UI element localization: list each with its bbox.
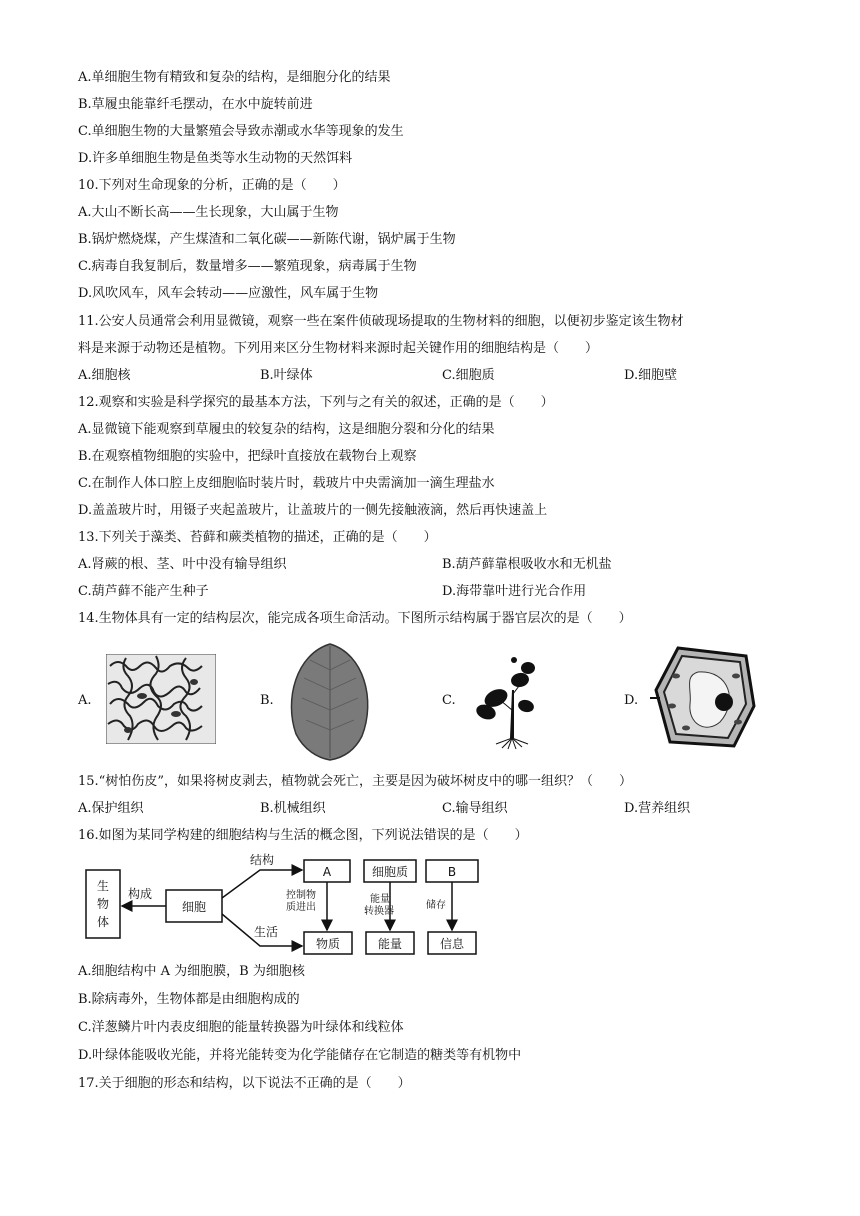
q10-stem: 10.下列对生命现象的分析，正确的是（ ） bbox=[78, 178, 346, 193]
q12-option-b: B.在观察植物细胞的实验中，把绿叶直接放在载物台上观察 bbox=[78, 449, 417, 464]
box-a-label: A bbox=[322, 865, 332, 879]
plant-seedling-image bbox=[466, 650, 550, 750]
q15-option-d: D.营养组织 bbox=[624, 801, 691, 816]
q12-option-c: C.在制作人体口腔上皮细胞临时装片时，载玻片中央需滴加一滴生理盐水 bbox=[78, 476, 495, 491]
q17-stem: 17.关于细胞的形态和结构，以下说法不正确的是（ ） bbox=[78, 1076, 411, 1091]
control-label-2: 质进出 bbox=[286, 902, 316, 913]
q13-stem: 13.下列关于藻类、苔藓和蕨类植物的描述，正确的是（ ） bbox=[78, 530, 437, 545]
q16-option-a: A.细胞结构中 A 为细胞膜，B 为细胞核 bbox=[78, 964, 305, 979]
epidermis-tissue-image bbox=[106, 654, 216, 744]
q11-stem-line1: 11.公安人员通常会利用显微镜，观察一些在案件侦破现场提取的生物材料的细胞，以便初步鉴定该生物材 bbox=[78, 314, 684, 329]
q14-option-b-label: B. bbox=[260, 693, 274, 708]
q11-option-a: A.细胞核 bbox=[78, 368, 131, 383]
cell-label: 细胞 bbox=[181, 900, 207, 914]
q13-option-b: B.葫芦藓靠根吸收水和无机盐 bbox=[442, 557, 612, 572]
q12-option-a: A.显微镜下能观察到草履虫的较复杂的结构，这是细胞分裂和分化的结果 bbox=[78, 422, 495, 437]
store-label: 储存 bbox=[426, 900, 446, 911]
energy-label: 能量 bbox=[377, 937, 403, 951]
organism-char-2: 物 bbox=[96, 897, 110, 911]
q14-option-d-label: D. bbox=[624, 693, 639, 708]
plant-cell-image bbox=[650, 642, 760, 752]
q13-option-a: A.肾蕨的根、茎、叶中没有输导组织 bbox=[78, 557, 287, 572]
q11-stem-line2: 料是来源于动物还是植物。下列用来区分生物材料来源时起关键作用的细胞结构是（ ） bbox=[78, 341, 599, 356]
q15-option-c: C.输导组织 bbox=[442, 801, 508, 816]
q13-option-c: C.葫芦藓不能产生种子 bbox=[78, 584, 209, 599]
cell-concept-map bbox=[84, 852, 488, 958]
q16-stem: 16.如图为某同学构建的细胞结构与生活的概念图，下列说法错误的是（ ） bbox=[78, 828, 528, 843]
q9-option-c: C.单细胞生物的大量繁殖会导致赤潮或水华等现象的发生 bbox=[78, 124, 404, 139]
info-label: 信息 bbox=[439, 937, 465, 951]
q15-option-a: A.保护组织 bbox=[78, 801, 144, 816]
q16-option-c: C.洋葱鳞片叶内表皮细胞的能量转换器为叶绿体和线粒体 bbox=[78, 1020, 404, 1035]
q15-stem: 15.“树怕伤皮”，如果将树皮剥去，植物就会死亡，主要是因为破坏树皮中的哪一组织？（ ） bbox=[78, 774, 632, 789]
organism-char-3: 体 bbox=[96, 915, 110, 929]
life-label: 生活 bbox=[254, 925, 279, 939]
q12-option-d: D.盖盖玻片时，用镊子夹起盖玻片，让盖玻片的一侧先接触液滴，然后再快速盖上 bbox=[78, 503, 548, 518]
q11-option-c: C.细胞质 bbox=[442, 368, 495, 383]
q14-stem: 14.生物体具有一定的结构层次，能完成各项生命活动。下图所示结构属于器官层次的是（ ） bbox=[78, 611, 632, 626]
q13-option-d: D.海带靠叶进行光合作用 bbox=[442, 584, 587, 599]
q9-option-d: D.许多单细胞生物是鱼类等水生动物的天然饵料 bbox=[78, 151, 353, 166]
q12-stem: 12.观察和实验是科学探究的最基本方法，下列与之有关的叙述，正确的是（ ） bbox=[78, 395, 554, 410]
q15-option-b: B.机械组织 bbox=[260, 801, 326, 816]
q10-option-c: C.病毒自我复制后，数量增多——繁殖现象，病毒属于生物 bbox=[78, 259, 417, 274]
cytoplasm-label: 细胞质 bbox=[371, 865, 409, 879]
energy-converter-label-2: 转换器 bbox=[364, 906, 394, 917]
q14-option-c-label: C. bbox=[442, 693, 456, 708]
q14-option-a-label: A. bbox=[78, 693, 92, 708]
structure-label: 结构 bbox=[250, 853, 275, 867]
q9-option-a: A.单细胞生物有精致和复杂的结构，是细胞分化的结果 bbox=[78, 70, 391, 85]
q11-option-b: B.叶绿体 bbox=[260, 368, 313, 383]
box-b-label: B bbox=[447, 865, 457, 879]
organism-char-1: 生 bbox=[96, 879, 110, 893]
q11-option-d: D.细胞壁 bbox=[624, 368, 678, 383]
q16-option-b: B.除病毒外，生物体都是由细胞构成的 bbox=[78, 992, 300, 1007]
energy-converter-label-1: 能量 bbox=[370, 894, 390, 905]
q10-option-b: B.锅炉燃烧煤，产生煤渣和二氧化碳——新陈代谢，锅炉属于生物 bbox=[78, 232, 456, 247]
compose-label: 构成 bbox=[128, 887, 153, 901]
q10-option-d: D.风吹风车，风车会转动——应激性，风车属于生物 bbox=[78, 286, 379, 301]
matter-label: 物质 bbox=[315, 937, 341, 951]
leaf-image bbox=[284, 640, 376, 762]
q16-option-d: D.叶绿体能吸收光能，并将光能转变为化学能储存在它制造的糖类等有机物中 bbox=[78, 1048, 522, 1063]
q10-option-a: A.大山不断长高——生长现象，大山属于生物 bbox=[78, 205, 339, 220]
control-label-1: 控制物 bbox=[286, 890, 316, 901]
q9-option-b: B.草履虫能靠纤毛摆动，在水中旋转前进 bbox=[78, 97, 313, 112]
